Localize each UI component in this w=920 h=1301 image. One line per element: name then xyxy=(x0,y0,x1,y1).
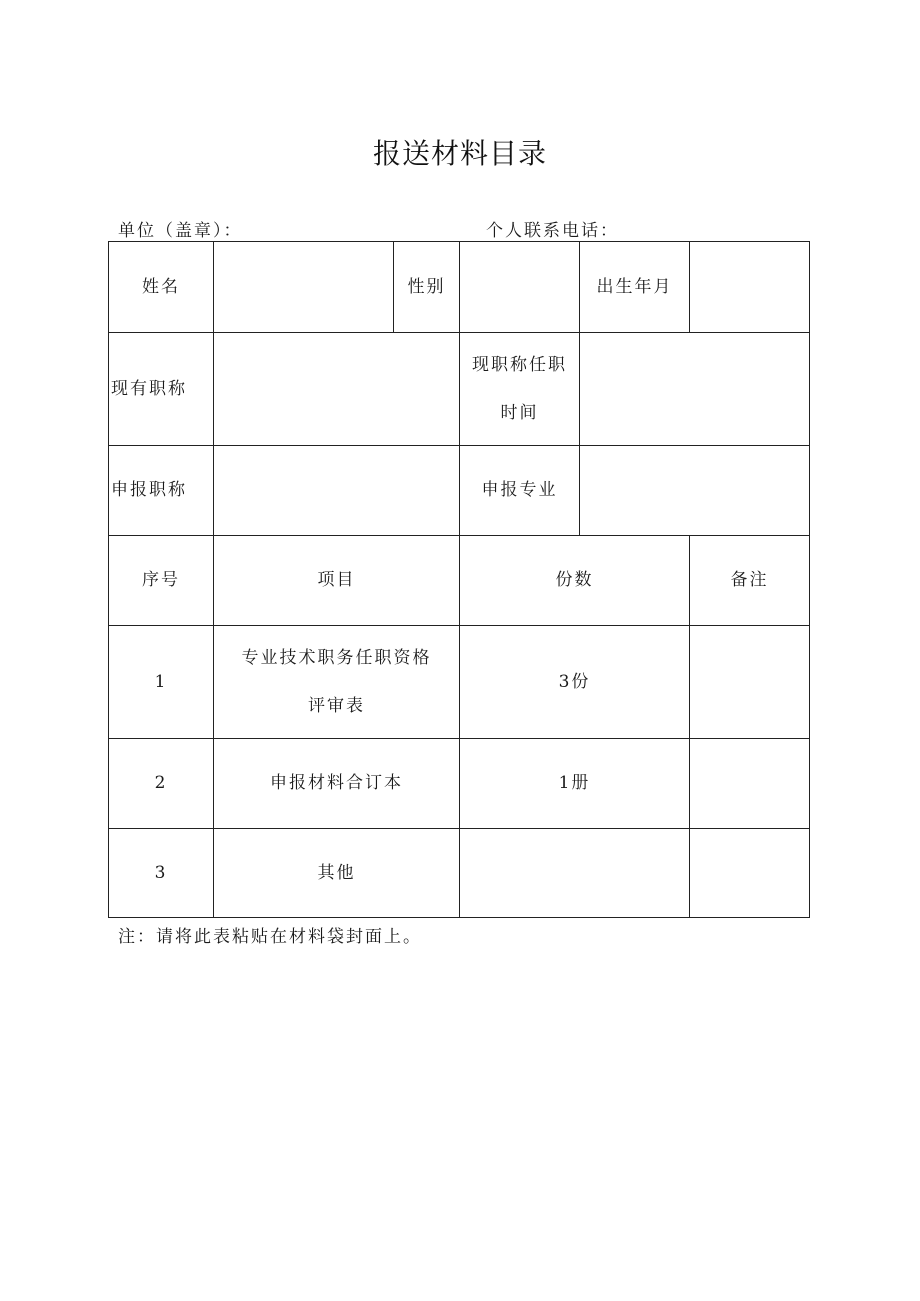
current-title-time-field[interactable] xyxy=(579,332,809,445)
name-label: 姓名 xyxy=(108,241,213,332)
current-title-field[interactable] xyxy=(213,332,459,445)
unit-seal-label: 单位（盖章）： xyxy=(118,221,243,241)
row-3-remark[interactable] xyxy=(689,828,809,918)
name-field[interactable] xyxy=(213,241,393,332)
column-header-count: 份数 xyxy=(459,535,689,625)
gender-field[interactable] xyxy=(459,241,579,332)
current-title-time-line2: 时间 xyxy=(500,403,539,423)
birth-field[interactable] xyxy=(689,241,809,332)
column-header-no: 序号 xyxy=(108,535,213,625)
phone-label: 个人联系电话： xyxy=(486,221,619,241)
current-title-time-line1: 现职称任职 xyxy=(472,355,567,375)
current-title-time-label xyxy=(459,332,579,445)
row-3-no: 3 xyxy=(108,828,213,918)
row-1-item-line2: 评审表 xyxy=(308,696,365,716)
birth-label: 出生年月 xyxy=(579,241,689,332)
apply-title-field[interactable] xyxy=(213,445,459,535)
current-title-label: 现有职称 xyxy=(108,332,213,445)
row-2-count: 1册 xyxy=(459,738,689,828)
table-bottom-border xyxy=(108,917,810,918)
row-1-item xyxy=(213,625,459,738)
column-header-remark: 备注 xyxy=(689,535,809,625)
gender-label: 性别 xyxy=(393,241,459,332)
row-1-count: 3份 xyxy=(459,625,689,738)
column-header-item: 项目 xyxy=(213,535,459,625)
row-1-no: 1 xyxy=(108,625,213,738)
table-right-border xyxy=(809,241,810,918)
row-3-count[interactable] xyxy=(459,828,689,918)
apply-major-field[interactable] xyxy=(579,445,809,535)
materials-form-table xyxy=(108,241,810,918)
apply-title-label: 申报职称 xyxy=(108,445,213,535)
row-3-item: 其他 xyxy=(213,828,459,918)
row-1-remark[interactable] xyxy=(689,625,809,738)
page-title: 报送材料目录 xyxy=(372,137,547,170)
footnote: 注：请将此表粘贴在材料袋封面上。 xyxy=(118,927,422,947)
row-2-remark[interactable] xyxy=(689,738,809,828)
row-2-item: 申报材料合订本 xyxy=(213,738,459,828)
row-1-item-line1: 专业技术职务任职资格 xyxy=(241,648,432,668)
row-2-no: 2 xyxy=(108,738,213,828)
apply-major-label: 申报专业 xyxy=(459,445,579,535)
